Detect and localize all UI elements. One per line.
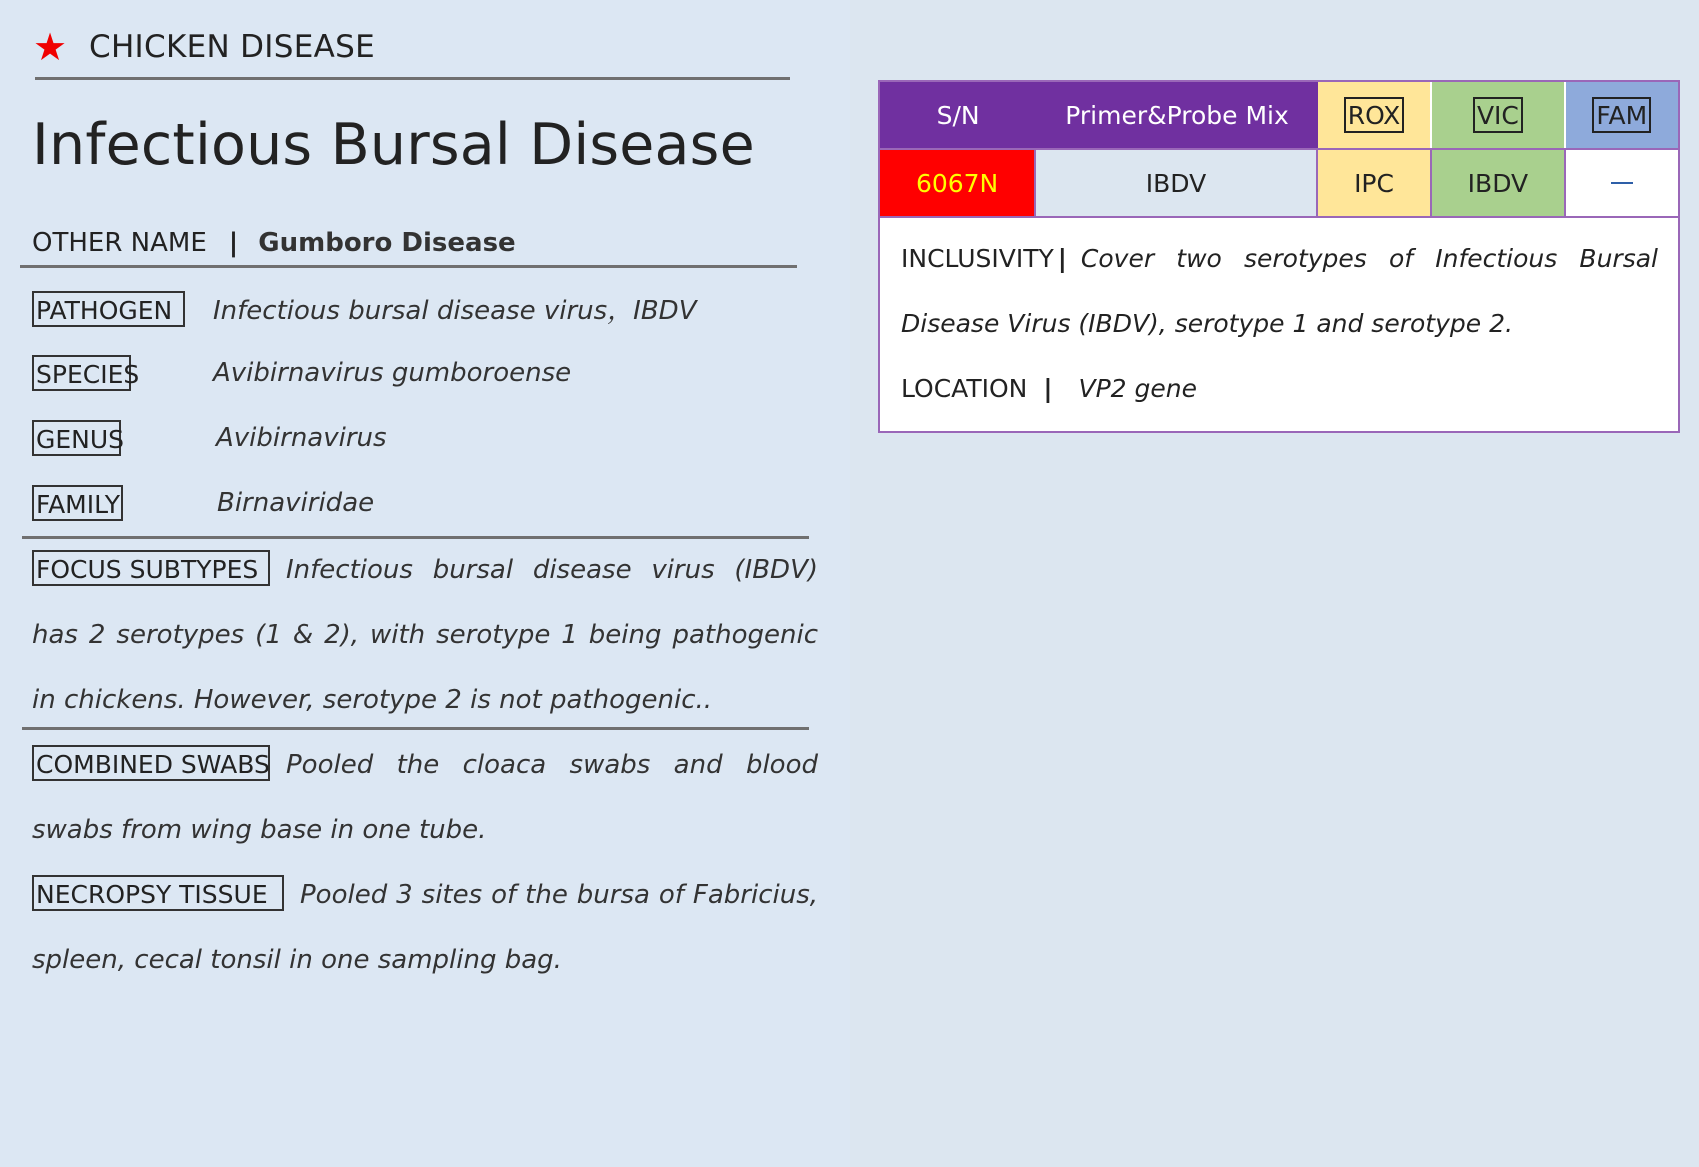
divider: [20, 265, 797, 268]
header-primer-probe-mix: Primer&Probe Mix: [1036, 82, 1318, 148]
category-header: [33, 25, 375, 69]
combined-swabs-text: Pooled the cloaca swabs and blood swabs from wing base in one tube.: [32, 750, 818, 845]
divider: [35, 77, 790, 80]
rox-label: ROX: [1344, 97, 1405, 133]
inclusivity-label: INCLUSIVITY: [901, 244, 1054, 273]
focus-subtypes-tag: FOCUS SUBTYPES: [32, 550, 270, 586]
family-row: [32, 485, 374, 521]
family-value: Birnaviridae: [217, 488, 375, 518]
fam-label: FAM: [1592, 97, 1651, 133]
necropsy-tissue-tag: NECROPSY TISSUE: [32, 875, 284, 911]
page-title: Infectious Bursal Disease: [32, 112, 755, 178]
inclusivity-paragraph: [901, 226, 1658, 356]
pathogen-row: [32, 290, 697, 327]
header-sn: S/N: [880, 82, 1036, 148]
location-text: VP2 gene: [1078, 374, 1198, 403]
location-label: LOCATION: [901, 374, 1028, 403]
dash-icon: [1611, 182, 1633, 184]
star-icon: ★: [33, 25, 68, 69]
species-value: Avibirnavirus gumboroense: [213, 358, 572, 388]
table-header-row: [880, 82, 1678, 148]
combined-swabs-tag: COMBINED SWABS: [32, 745, 270, 781]
other-name-value: Gumboro Disease: [258, 228, 516, 258]
necropsy-tissue-paragraph: [32, 863, 818, 993]
pathogen-tag: PATHOGEN: [32, 291, 185, 327]
cell-vic: IBDV: [1432, 150, 1565, 216]
other-name-label: OTHER NAME: [32, 228, 207, 258]
location-paragraph: [901, 356, 1658, 421]
header-rox: [1318, 82, 1432, 148]
cell-rox: IPC: [1318, 150, 1432, 216]
genus-row: [32, 420, 387, 456]
divider: [22, 727, 809, 730]
genus-tag: GENUS: [32, 420, 121, 456]
cell-mix: IBDV: [1036, 150, 1318, 216]
cell-sn: 6067N: [880, 150, 1036, 216]
header-fam: [1566, 82, 1678, 148]
pathogen-value: Infectious bursal disease virus，IBDV: [213, 296, 697, 326]
inclusivity-text: Cover two serotypes of Infectious Bursal Disease Virus (IBDV), serotype 1 and serotype 2.: [901, 244, 1658, 338]
table-details: [880, 216, 1678, 431]
cell-fam: [1566, 150, 1678, 216]
combined-swabs-paragraph: [32, 733, 818, 863]
table-row: [880, 148, 1678, 216]
category-label: CHICKEN DISEASE: [89, 29, 375, 65]
genus-value: Avibirnavirus: [216, 423, 387, 453]
necropsy-tissue-text: Pooled 3 sites of the bursa of Fabricius, spleen, cecal tonsil in one sampling bag.: [32, 880, 818, 975]
other-name-row: [32, 228, 516, 258]
inclusivity-separator: |: [1057, 244, 1067, 273]
header-vic: [1432, 82, 1565, 148]
species-tag: SPECIES: [32, 355, 131, 391]
product-table: [878, 80, 1680, 433]
focus-subtypes-text: Infectious bursal disease virus (IBDV) has 2 serotypes (1 & 2), with serotype 1 being pathogenic in chickens. However, serotype 2 is not pathogenic..: [32, 555, 818, 715]
other-name-separator: |: [228, 228, 239, 258]
family-tag: FAMILY: [32, 485, 123, 521]
location-separator: |: [1043, 374, 1053, 403]
focus-subtypes-paragraph: [32, 538, 818, 733]
vic-label: VIC: [1473, 97, 1523, 133]
species-row: [32, 355, 571, 391]
